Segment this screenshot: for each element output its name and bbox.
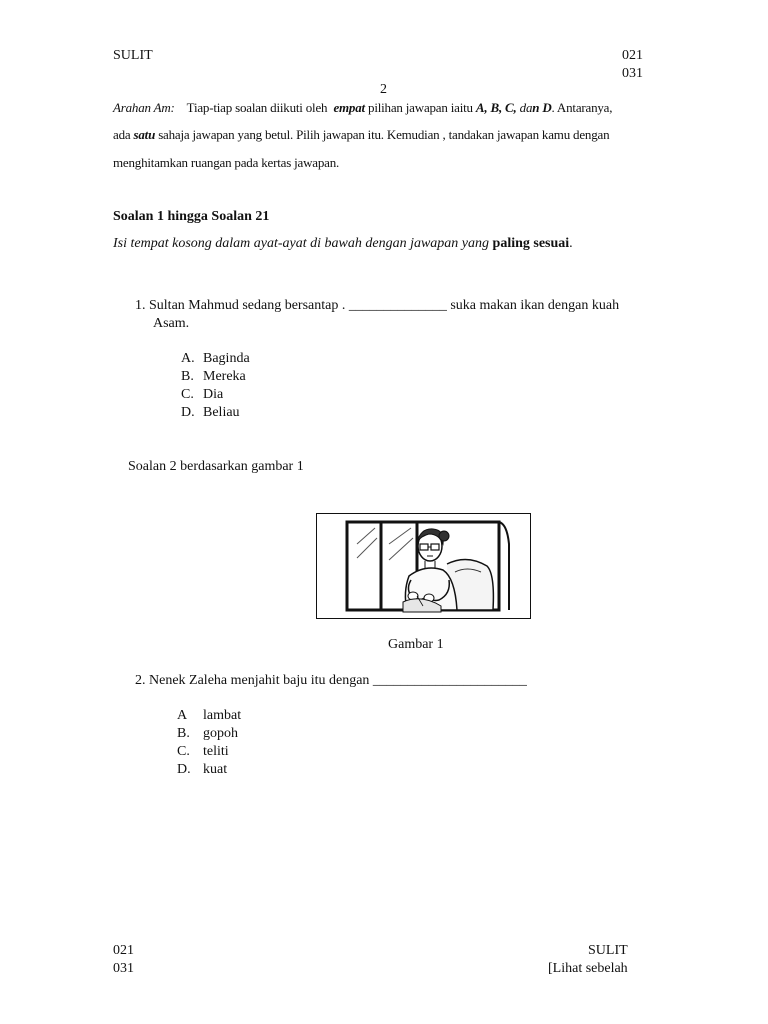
instructions-emph-abc: A, B, C, xyxy=(475,100,517,115)
question-1-option-a xyxy=(181,351,381,369)
option-text: gopoh xyxy=(203,726,238,741)
option-letter: A. xyxy=(181,351,195,366)
question-2-text: 2. Nenek Zaleha menjahit baju itu dengan ______________________ xyxy=(135,673,527,688)
instructions-text: . Antaranya, xyxy=(551,100,613,115)
option-letter: D. xyxy=(181,405,195,420)
instructions-text: sahaja jawapan yang betul. Pilih jawapan itu. Kemudian , tandakan jawapan kamu dengan xyxy=(158,127,610,142)
instructions-line-2 xyxy=(113,127,609,143)
footer-code-2: 031 xyxy=(113,961,134,976)
question-1-text-cont: Asam. xyxy=(153,316,190,331)
question-2-option-a xyxy=(177,708,377,726)
option-letter: D. xyxy=(177,762,191,777)
instructions-label: Arahan Am: xyxy=(113,100,175,115)
section-instruction xyxy=(113,236,573,252)
section-instruction-bold: paling sesuai xyxy=(492,236,570,251)
option-letter: C. xyxy=(181,387,194,402)
section-instruction-italic: Isi tempat kosong dalam ayat-ayat di bawah dengan jawapan yang xyxy=(113,236,490,251)
option-text: kuat xyxy=(203,762,228,777)
option-letter: C. xyxy=(177,744,190,759)
instructions-line-1 xyxy=(113,100,612,116)
instructions-emph-empat: empat xyxy=(333,100,365,115)
option-text: Beliau xyxy=(203,405,240,420)
header-code-1: 021 xyxy=(622,48,643,63)
footer-code-1: 021 xyxy=(113,943,134,958)
instructions-line-3: menghitamkan ruangan pada kertas jawapan. xyxy=(113,155,340,170)
figure-gambar-1 xyxy=(316,513,531,619)
option-letter: B. xyxy=(177,726,190,741)
instructions-text: pilihan jawapan iaitu xyxy=(368,100,473,115)
question-1-text: 1. Sultan Mahmud sedang bersantap . ______________ suka makan ikan dengan kuah xyxy=(135,298,620,313)
question-1-option-b xyxy=(181,369,381,387)
question-2-option-b xyxy=(177,726,377,744)
option-text: Dia xyxy=(203,387,224,402)
header-sulit: SULIT xyxy=(113,48,153,63)
question-2-option-c xyxy=(177,744,377,762)
instructions-dan: da xyxy=(519,100,533,115)
option-text: Mereka xyxy=(203,369,246,384)
option-text: lambat xyxy=(203,708,242,723)
option-letter: A xyxy=(177,708,188,723)
instructions-emph-satu: satu xyxy=(133,127,156,142)
section-title: Soalan 1 hingga Soalan 21 xyxy=(113,209,270,224)
instructions-text: Tiap-tiap soalan diikuti oleh xyxy=(186,100,328,115)
instructions-text: ada xyxy=(113,127,131,142)
option-text: Baginda xyxy=(203,351,250,366)
question-1-option-d xyxy=(181,405,381,423)
figure-caption: Gambar 1 xyxy=(388,637,444,652)
footer-next-page: [Lihat sebelah xyxy=(548,961,628,976)
question-1-option-c xyxy=(181,387,381,405)
question-2-option-d xyxy=(177,762,377,780)
option-letter: B. xyxy=(181,369,194,384)
section-instruction-end: . xyxy=(569,236,573,251)
grandmother-sewing-illustration xyxy=(317,514,529,617)
header-code-2: 031 xyxy=(622,66,643,81)
question-2-intro: Soalan 2 berdasarkan gambar 1 xyxy=(128,459,304,474)
page-number: 2 xyxy=(380,82,387,97)
instructions-emph-d: n D xyxy=(532,100,552,115)
footer-sulit: SULIT xyxy=(588,943,628,958)
option-text: teliti xyxy=(203,744,229,759)
